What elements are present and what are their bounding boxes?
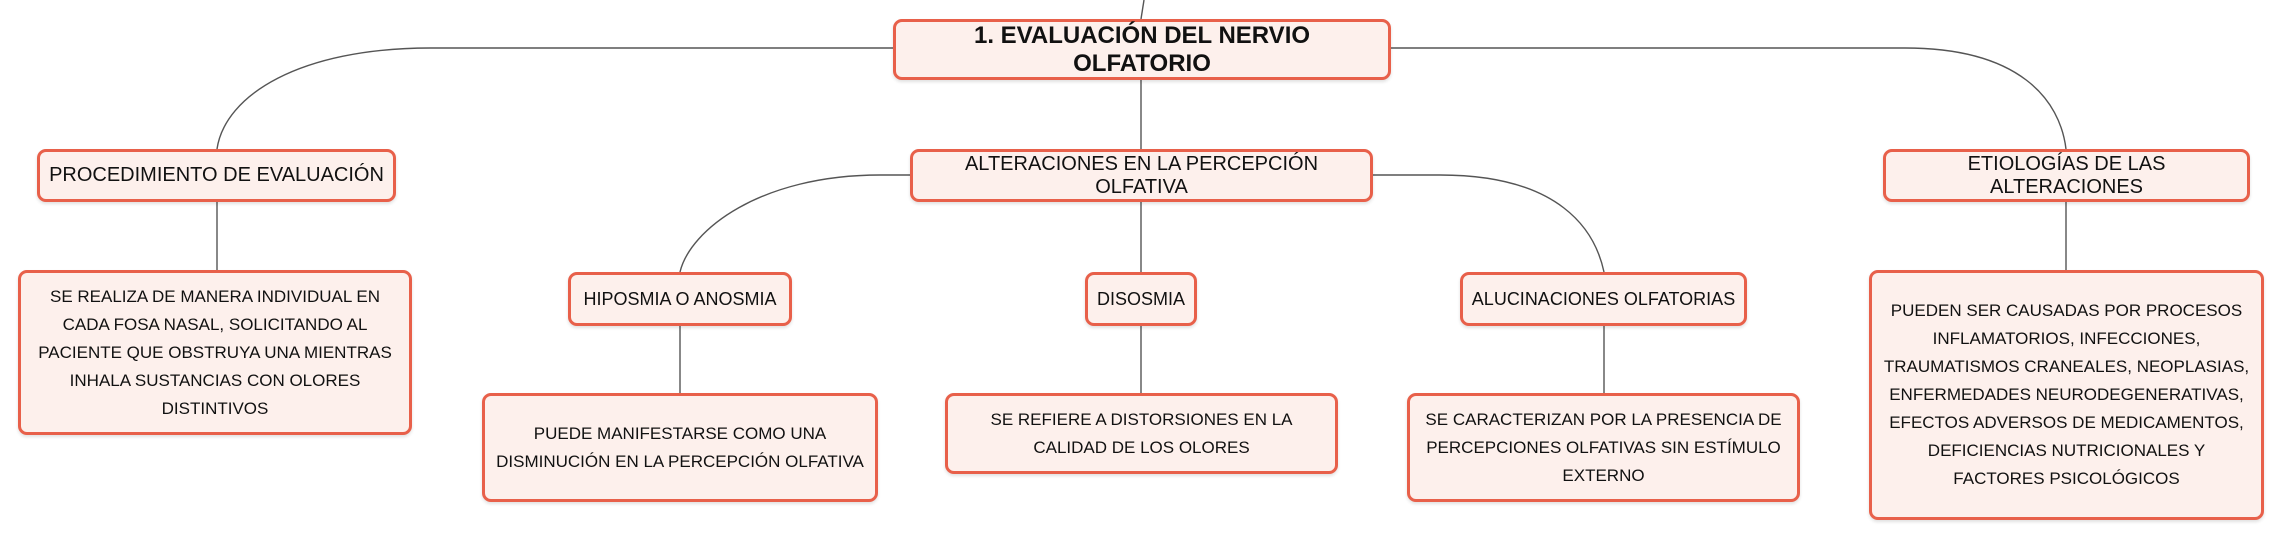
root-label: 1. EVALUACIÓN DEL NERVIO OLFATORIO bbox=[973, 21, 1311, 77]
subbranch-hiposmia-label: HIPOSMIA O ANOSMIA bbox=[583, 288, 777, 309]
hiposmia-description-text: PUEDE MANIFESTARSE COMO UNA DISMINUCIÓN EN LA PERCEPCIÓN OLFATIVA bbox=[496, 423, 864, 471]
connector-root-top bbox=[1141, 0, 1144, 19]
connector-root-etiologias bbox=[1390, 48, 2066, 149]
subbranch-disosmia-label: DISOSMIA bbox=[1096, 288, 1185, 309]
etiologias-description-text: PUEDEN SER CAUSADAS POR PROCESOS INFLAMATORIOS, INFECCIONES, TRAUMATISMOS CRANEALES, NEOPLASIAS, ENFERMEDADES NEURODEGENERATIVAS, EFECTOS ADVERSOS DE MEDICAMENTOS, DEFICIENCIAS NUTRICIONALES Y FACTORES PSICOLÓGICOS bbox=[1883, 301, 2250, 488]
root-node[interactable] bbox=[893, 19, 1391, 80]
branch-etiologias[interactable] bbox=[1883, 149, 2250, 202]
connector-root-procedimiento bbox=[217, 48, 895, 149]
branch-etiologias-label: ETIOLOGÍAS DE LAS ALTERACIONES bbox=[1967, 152, 2166, 198]
alucinaciones-description[interactable] bbox=[1407, 393, 1800, 502]
alucinaciones-description-text: SE CARACTERIZAN POR LA PRESENCIA DE PERCEPCIONES OLFATIVAS SIN ESTÍMULO EXTERNO bbox=[1425, 409, 1782, 485]
disosmia-description-text: SE REFIERE A DISTORSIONES EN LA CALIDAD DE LOS OLORES bbox=[990, 409, 1293, 457]
hiposmia-description[interactable] bbox=[482, 393, 878, 502]
connector-alteraciones-alucinaciones bbox=[1372, 175, 1604, 272]
branch-procedimiento-label: PROCEDIMIENTO DE EVALUACIÓN bbox=[49, 164, 384, 186]
procedimiento-description[interactable] bbox=[18, 270, 412, 435]
subbranch-alucinaciones-label: ALUCINACIONES OLFATORIAS bbox=[1471, 288, 1736, 309]
procedimiento-description-text: SE REALIZA DE MANERA INDIVIDUAL EN CADA FOSA NASAL, SOLICITANDO AL PACIENTE QUE OBSTRUYA UNA MIENTRAS INHALA SUSTANCIAS CON OLORES DISTINTIVOS bbox=[38, 286, 392, 418]
subbranch-disosmia[interactable] bbox=[1085, 272, 1197, 326]
connector-alteraciones-hiposmia bbox=[680, 175, 912, 272]
disosmia-description[interactable] bbox=[945, 393, 1338, 474]
branch-alteraciones-label: ALTERACIONES EN LA PERCEPCIÓN OLFATIVA bbox=[964, 152, 1319, 198]
etiologias-description[interactable] bbox=[1869, 270, 2264, 520]
branch-alteraciones[interactable] bbox=[910, 149, 1373, 202]
subbranch-hiposmia[interactable] bbox=[568, 272, 792, 326]
subbranch-alucinaciones[interactable] bbox=[1460, 272, 1747, 326]
branch-procedimiento[interactable] bbox=[37, 149, 396, 202]
